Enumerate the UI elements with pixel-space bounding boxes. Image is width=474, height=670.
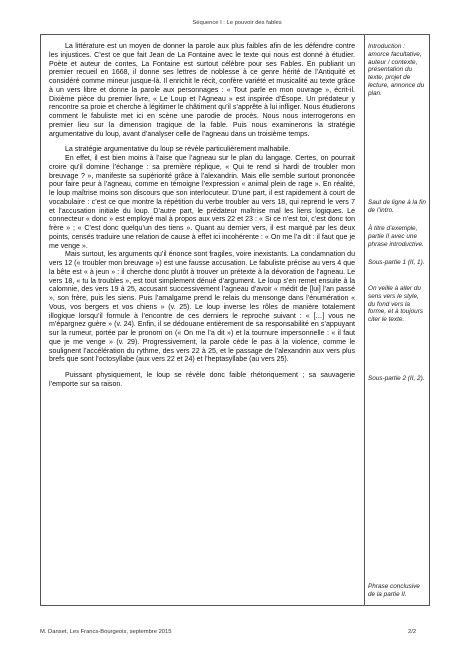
- part-two-intro-sentence: La stratégie argumentative du loup se révèle particulièrement malhabile.: [65, 146, 291, 154]
- introduction-paragraph: La littérature est un moyen de donner la parole aux plus faibles afin de les défendre contre les injustices. C’est ce que fait Jean de La Fontaine avec le texte qui nous est donné à étudier. Poète et auteur de contes, La Fontaine est surtout célèbre pour ses Fables. En publiant un premier recueil en 1668, il donne ses lettres de noblesse à ce genre hérité de l’Antiquité et considéré comme mineur jusque-là. Il enrichit le récit, confère variété et musicalité au texte grâce à un vers libre et donne la parole aux personnages : « Tout parle en mon ouvrage », écrit-il. Dixième pièce du premier livre, « Le Loup et l’Agneau » est inspirée d’Ésope. Un prédateur y rencontre sa proie et cherche à légitimer le châtiment qu’il s’apprête à lui infliger. Nous étudierons comment le fabuliste met ici en scène une parodie de procès. Nous nous interrogerons en premier lieu sur la dimension tragique de la fable. Puis nous examinerons la stratégie argumentative du loup, avant d’analyser celle de l’agneau dans un troisième temps.: [49, 43, 355, 138]
- margin-note-subpart-two: Sous-partie 2 (II, 2).: [368, 375, 425, 382]
- commentary-text: [49, 43, 355, 390]
- margin-note-line-break: Saut de ligne à la fin de l’intro.: [368, 199, 426, 214]
- column-divider: [364, 35, 365, 605]
- margin-note-introduction: Introduction : amorce facultative, auteur / contexte, présentation du texte, projet de lecture, annonce du plan.: [368, 43, 425, 97]
- part-two-conclusion: Puissant physiquement, le loup se révèle donc faible rhétoriquement ; sa sauvagerie l’emporte sur sa raison.: [49, 372, 355, 388]
- footer-page-number: 2/2: [408, 629, 417, 635]
- margin-note-conclusion: Phrase conclusive de la partie II.: [368, 583, 420, 598]
- margin-note-subpart-one: Sous-partie 1 (II, 1).: [368, 259, 425, 266]
- margin-note-method: On veille à aller du sens vers le style, du fond vers la forme, et à toujours citer le texte.: [368, 285, 424, 324]
- subpart-one-paragraph: En effet, il est bien moins à l’aise que l’agneau sur le plan du langage. Certes, on pourrait croire qu’il domine l’échange : sa première réplique, « Qui te rend si hardi de troubler mon breuvage ? », manifeste sa supériorité grâce à l’alexandrin. Mais elle semble surtout prononcée pour faire peur à l’agneau, comme en témoigne l’expression « animal plein de rage ». En réalité, le loup maîtrise moins son discours que son interlocuteur. D’une part, il est rapidement à court de vocabulaire : c’est ce que montre la répétition du verbe troubler au vers 18, qui reprend le vers 7 et l’accusation initiale du loup. D’autre part, le prédateur maîtrise mal les liens logiques. Le connecteur « donc » est employé mal à propos aux vers 22 et 23 : « Si ce n’est toi, c’est donc ton frère » ; « C’est donc quelqu’un des tiens ». Quant au dernier vers, il est marqué par les deux points, censés traduire une relation de cause à effet ici incohérente : « On me l’a dit : il faut que je me venge ».: [49, 155, 355, 250]
- margin-note-example: À titre d’exemple, partie II avec une phrase introductive.: [368, 225, 424, 248]
- document-frame: [40, 34, 430, 606]
- page-header: Séquence I : Le pouvoir des fables: [192, 20, 282, 26]
- subpart-two-paragraph: Mais surtout, les arguments qu’il énonce sont fragiles, voire inexistants. La condamnation du vers 12 (« troubler mon breuvage ») est une fausse accusation. Le fabuliste précise au vers 4 que la bête est « à jeun » : il cherche donc plutôt à trouver un prétexte à la dévoration de l’agneau. Le vers 18, « tu la troubles », est tout simplement dénué d’argument. Le loup s’en remet ensuite à la calomnie, des vers 19 à 25, accusant successivement l’agneau d’avoir « médit de [lui] l’an passé », son frère, puis les siens. Puis l’amalgame prend le relais du mensonge dans l’énumération « Vous, vos bergers et vos chiens » (v. 25). Le loup inverse les rôles de manière totalement illogique lorsqu’il formule à l’encontre de ces derniers le reproche suivant : « […] vous ne m’épargnez guère » (v. 24). Enfin, il se dédouane entièrement de sa responsabilité en s’appuyant sur la rumeur, portée par le pronom on (« On me l’a dit ») et la tournure impersonnelle : « il faut que je me venge » (v. 29). Progressivement, la parole cède le pas à la violence, comme le soulignent l’accélération du rythme, des vers 22 à 25, et le passage de l’alexandrin aux vers plus brefs que sont l’octosyllabe (aux vers 22 et 24) et l’heptasyllabe (au vers 25).: [49, 251, 355, 364]
- footer-author: M. Danset, Les Francs-Bourgeois, septembre 2015: [40, 629, 172, 635]
